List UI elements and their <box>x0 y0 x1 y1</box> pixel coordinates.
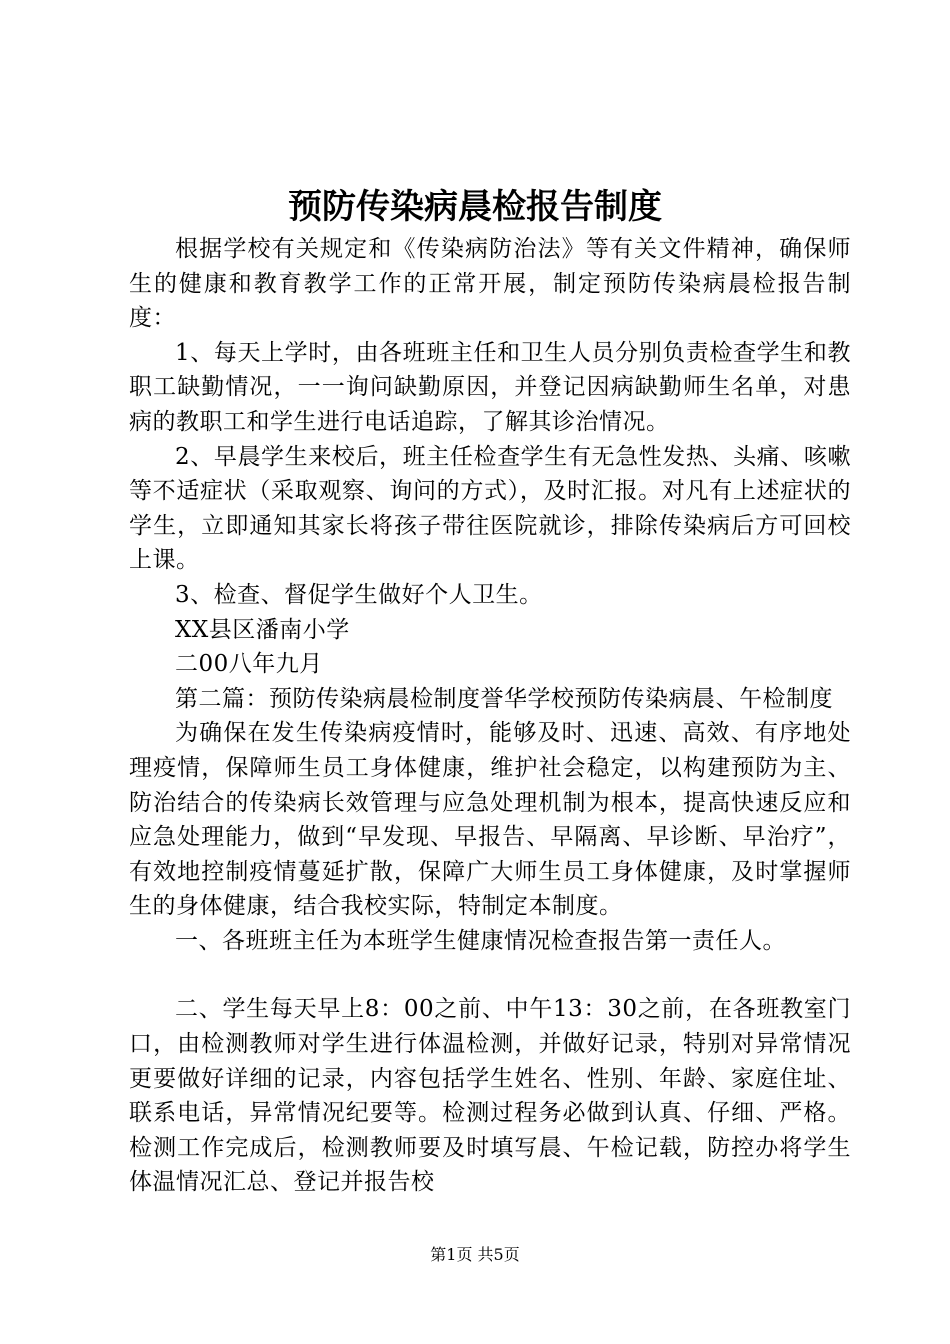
paragraph-rule-2: 二、学生每天早上8：00之前、中午13：30之前，在各班教室门口，由检测教师对学生进行体温检测，并做好记录，特别对异常情况更要做好详细的记录，内容包括学生姓名、性别、年龄、家庭住址、联系电话，异常情况纪要等。检测过程务必做到认真、仔细、严格。检测工作完成后，检测教师要及时填写晨、午检记载，防控办将学生体温情况汇总、登记并报告校 <box>129 996 851 1196</box>
signature-school: XX县区潘南小学 <box>175 616 350 643</box>
paragraph-item-3: 3、检查、督促学生做好个人卫生。 <box>175 581 543 608</box>
paragraph-spacer <box>129 958 851 992</box>
page-footer: 第1页 共5页 <box>430 1245 520 1264</box>
paragraph-item-2: 2、早晨学生来校后，班主任检查学生有无急性发热、头痛、咳嗽等不适症状（采取观察、询问的方式），及时汇报。对凡有上述症状的学生，立即通知其家长将孩子带往医院就诊，排除传染病后方可回校上课。 <box>129 443 851 574</box>
paragraph-rule-1: 一、各班班主任为本班学生健康情况检查报告第一责任人。 <box>175 927 786 954</box>
paragraph-item-1: 1、每天上学时，由各班班主任和卫生人员分别负责检查学生和教职工缺勤情况，一一询问缺勤原因，并登记因病缺勤师生名单，对患病的教职工和学生进行电话追踪，了解其诊治情况。 <box>129 339 851 435</box>
paragraph-purpose: 为确保在发生传染病疫情时，能够及时、迅速、高效、有序地处理疫情，保障师生员工身体健康，维护社会稳定，以构建预防为主、防治结合的传染病长效管理与应急处理机制为根本，提高快速反应和应急处理能力，做到“早发现、早报告、早隔离、早诊断、早治疗”，有效地控制疫情蔓延扩散，保障广大师生员工身体健康，及时掌握师生的身体健康，结合我校实际，特制定本制度。 <box>129 720 851 920</box>
paragraph-intro: 根据学校有关规定和《传染病防治法》等有关文件精神，确保师生的健康和教育教学工作的正常开展，制定预防传染病晨检报告制度： <box>129 236 851 332</box>
signature-date: 二00八年九月 <box>175 651 323 678</box>
document-body <box>129 232 851 1200</box>
document-title: 预防传染病晨检报告制度 <box>288 187 662 227</box>
section-heading-2: 第二篇：预防传染病晨检制度誉华学校预防传染病晨、午检制度 <box>175 685 833 712</box>
